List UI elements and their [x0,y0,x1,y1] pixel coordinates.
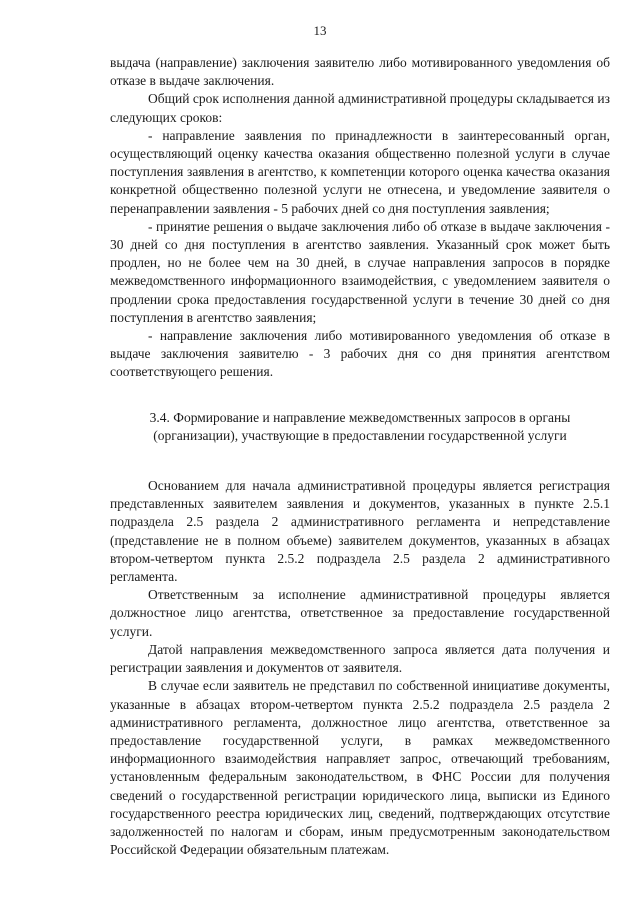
section-heading-line-2: (организации), участвующие в предоставлении государственной услуги [153,427,567,443]
paragraph-grounds: Основанием для начала административной процедуры является регистрация представленных заявителем заявления и документов, указанных в пункте 2.5.1 подраздела 2.5 раздела 2 административного регламента и непредставление (представление не в полном объеме) заявителем документов, указанных в абзацах втором-четвертом пункта 2.5.2 подраздела 2.5 раздела 2 административного регламента. [110,478,610,585]
list-item-notification: - направление заключения либо мотивированного уведомления об отказе в выдаче заключения заявителю - 3 рабочих дня со дня принятия агентством соответствующего решения. [110,328,610,380]
list-item-redirect: - направление заявления по принадлежности в заинтересованный орган, осуществляющий оценку качества оказания общественно полезной услуги в случае поступления заявления в агентство, к компетенции которого оценка качества оказания конкретной общественно полезной услуги не отнесена, и уведомление заявителя о перенаправлении заявления - 5 рабочих дней со дня поступления заявления; [110,127,610,216]
paragraph-request-procedure: В случае если заявитель не представил по собственной инициативе документы, указанные в абзацах втором-четвертом пункта 2.5.2 подраздела 2.5 раздела 2 административного регламента, должностное лицо агентства, ответственное за предоставление государственной услуги, в рамках межведомственного информационного взаимодействия направляет запрос, отвечающий требованиям, установленным федеральным законодательством, в ФНС России для получения сведений о государственной регистрации юридического лица, выписки из Единого государственного реестра юридических лиц, сведений, подтверждающих отсутствие задолженностей по налогам и сборам, иным предусмотренным законодательством Российской Федерации обязательным платежам. [110,678,610,858]
section-heading [110,409,610,445]
page-content [110,54,610,859]
page-number: 13 [313,23,327,38]
interagency-requests-section [110,477,610,859]
paragraph-responsible: Ответственным за исполнение административной процедуры является должностное лицо агентства, ответственное за предоставление государственной услуги. [110,587,610,639]
paragraph-issuance: выдача (направление) заключения заявителю либо мотивированного уведомления об отказе в выдаче заключения. [110,55,610,89]
procedure-terms-section [110,54,610,382]
paragraph-request-date: Датой направления межведомственного запроса является дата получения и регистрации заявления и документов от заявителя. [110,641,610,676]
paragraph-total-term: Общий срок исполнения данной административной процедуры складывается из следующих сроков: [110,91,610,125]
section-heading-line-1: 3.4. Формирование и направление межведомственных запросов в органы [149,409,571,425]
list-item-decision: - принятие решения о выдаче заключения либо об отказе в выдаче заключения - 30 дней со дня поступления в агентство заявления. Указанный срок может быть продлен, но не более чем на 30 дней, в случае направления запросов в порядке межведомственного информационного взаимодействия, с уведомлением заявителя о продлении срока предоставления государственной услуги в течение 30 дней со дня поступления в агентство заявления; [110,218,610,325]
